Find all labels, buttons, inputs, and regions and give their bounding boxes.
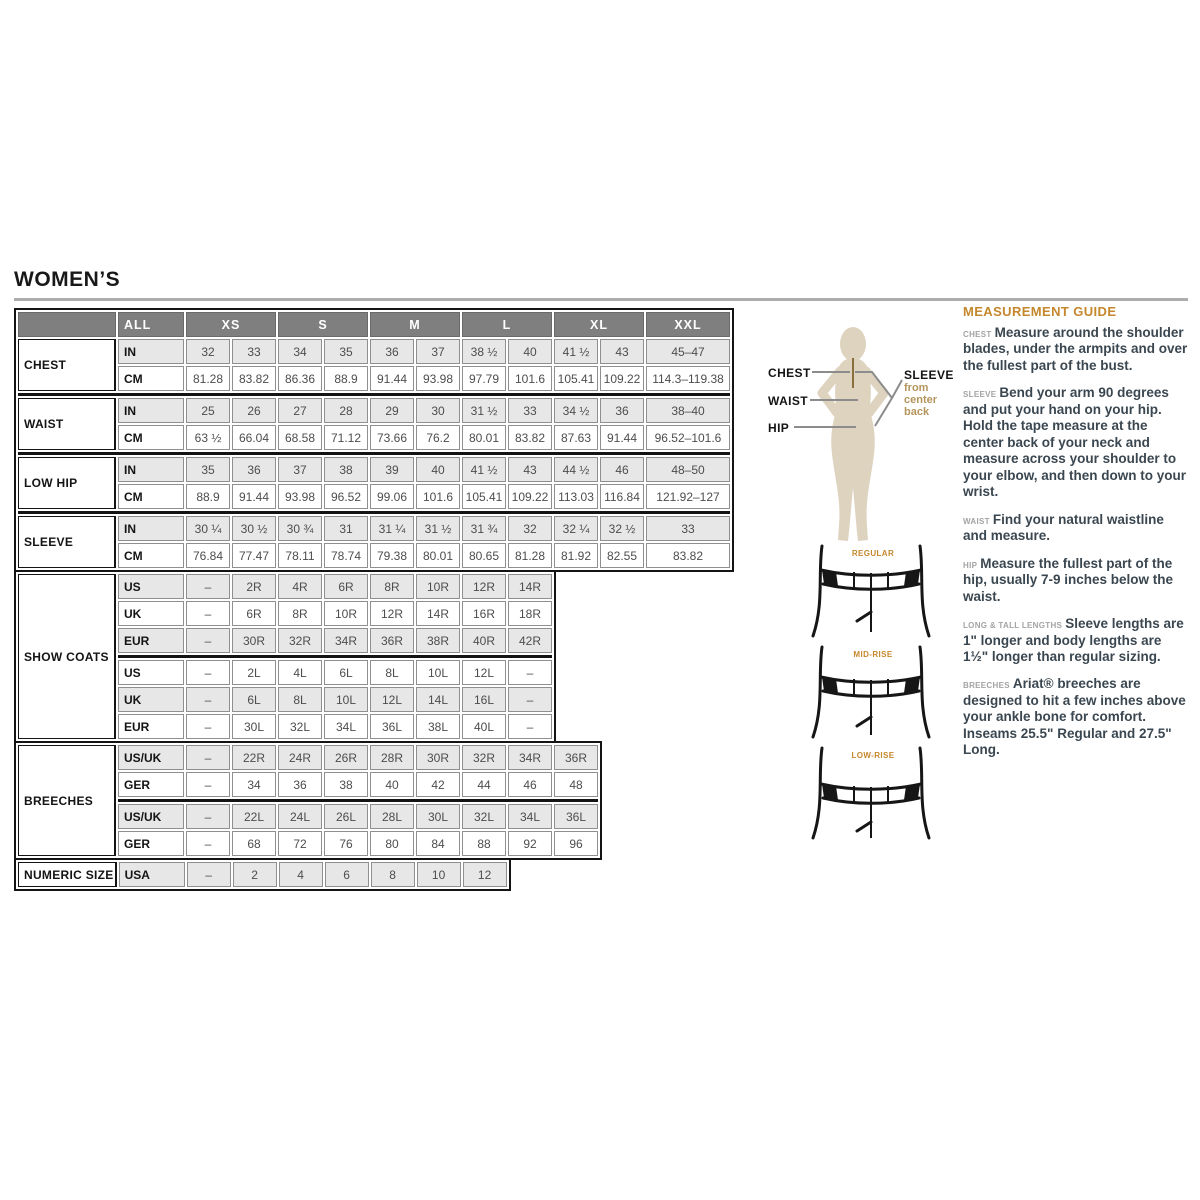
pant-mid-rise-label: MID-RISE xyxy=(853,650,893,659)
size-value: 83.82 xyxy=(232,366,276,391)
measurement-guide-title: MEASUREMENT GUIDE xyxy=(963,304,1117,319)
size-value: 114.3–119.38 xyxy=(646,366,730,391)
unit-label: US xyxy=(118,660,184,685)
size-value: 12 xyxy=(463,862,507,887)
size-value: 86.36 xyxy=(278,366,322,391)
size-value: 37 xyxy=(416,339,460,364)
section-divider-bar xyxy=(18,452,730,455)
pant-sketch-low-rise xyxy=(806,746,940,846)
size-value: 24R xyxy=(278,745,322,770)
pant-rise-illustration xyxy=(806,645,936,741)
size-value: 87.63 xyxy=(554,425,598,450)
size-value: 33 xyxy=(232,339,276,364)
size-value: 92 xyxy=(508,831,552,856)
size-value: 40L xyxy=(462,714,506,739)
header-size-xs: XS xyxy=(186,312,276,337)
size-value: 25 xyxy=(186,398,230,423)
unit-label: EUR xyxy=(118,714,184,739)
header-all-cell: ALL xyxy=(118,312,184,337)
size-value: 68.58 xyxy=(278,425,322,450)
unit-label: IN xyxy=(118,457,184,482)
size-value: 30 xyxy=(416,398,460,423)
size-value: – xyxy=(186,831,230,856)
size-value: 38 xyxy=(324,457,368,482)
size-value: 31 ½ xyxy=(416,516,460,541)
size-value: 24L xyxy=(278,804,322,829)
unit-label: US/UK xyxy=(118,804,184,829)
size-value: 26R xyxy=(324,745,368,770)
guide-paragraph: SLEEVE Bend your arm 90 degrees and put your hand on your hip. Hold the tape measure at the center back of your neck and measure across your shoulder to your elbow, and then down to your wrist. xyxy=(963,385,1186,500)
size-value: 12L xyxy=(370,687,414,712)
size-value: 44 xyxy=(462,772,506,797)
section-divider-bar xyxy=(118,799,598,802)
size-value: 34R xyxy=(508,745,552,770)
size-value: 34R xyxy=(324,628,368,653)
size-value: 41 ½ xyxy=(462,457,506,482)
size-value: 32 xyxy=(186,339,230,364)
size-value: 116.84 xyxy=(600,484,644,509)
size-value: 32 ½ xyxy=(600,516,644,541)
size-value: 40R xyxy=(462,628,506,653)
size-table-numeric-size xyxy=(14,858,511,891)
measurement-guide xyxy=(963,304,1189,770)
size-value: 109.22 xyxy=(508,484,552,509)
unit-label: IN xyxy=(118,398,184,423)
guide-paragraph: WAIST Find your natural waistline and measure. xyxy=(963,511,1164,544)
header-corner-cell xyxy=(18,312,116,337)
header-size-m: M xyxy=(370,312,460,337)
size-value: – xyxy=(186,745,230,770)
size-value: 28R xyxy=(370,745,414,770)
size-value: 96.52 xyxy=(324,484,368,509)
size-value: 43 xyxy=(600,339,644,364)
size-value: 2R xyxy=(232,574,276,599)
size-value: 91.44 xyxy=(600,425,644,450)
size-value: 42R xyxy=(508,628,552,653)
size-value: 46 xyxy=(600,457,644,482)
size-table-show-coats xyxy=(14,570,556,743)
size-value: 2L xyxy=(232,660,276,685)
figure-chest-label: CHEST xyxy=(768,366,811,380)
table-row xyxy=(18,862,507,887)
size-value: 72 xyxy=(278,831,322,856)
size-value: 105.41 xyxy=(554,366,598,391)
unit-label: GER xyxy=(118,831,184,856)
size-value: 121.92–127 xyxy=(646,484,730,509)
size-value: 78.11 xyxy=(278,543,322,568)
size-table-breeches xyxy=(14,741,602,860)
size-value: 34 xyxy=(232,772,276,797)
table-row xyxy=(18,516,730,541)
size-value: 32 ¼ xyxy=(554,516,598,541)
table-row xyxy=(18,574,552,599)
size-value: 6L xyxy=(232,687,276,712)
pant-low-rise-label: LOW-RISE xyxy=(851,751,895,760)
unit-label: CM xyxy=(118,366,184,391)
table-row xyxy=(18,425,730,450)
size-value: 81.28 xyxy=(508,543,552,568)
size-value: 43 xyxy=(508,457,552,482)
body-measurement-figure xyxy=(758,318,970,558)
guide-term-label: LONG & TALL LENGTHS xyxy=(963,621,1063,631)
size-value: 8 xyxy=(371,862,415,887)
size-value: 99.06 xyxy=(370,484,414,509)
size-value: 76 xyxy=(324,831,368,856)
size-table-measurements xyxy=(14,308,734,572)
size-value: 91.44 xyxy=(232,484,276,509)
size-value: 22L xyxy=(232,804,276,829)
size-value: 18R xyxy=(508,601,552,626)
size-value: 30L xyxy=(232,714,276,739)
guide-paragraph: BREECHES Ariat® breeches are designed to hit a few inches above your ankle bone for comfort. Inseams 25.5" Regular and 27.5" Long. xyxy=(963,676,1186,758)
row-label: CHEST xyxy=(18,339,116,391)
figure-hip-label: HIP xyxy=(768,421,790,435)
size-value: 33 xyxy=(508,398,552,423)
size-value: 66.04 xyxy=(232,425,276,450)
size-value: 26 xyxy=(232,398,276,423)
size-value: 32L xyxy=(278,714,322,739)
unit-label: US xyxy=(118,574,184,599)
guide-term-label: WAIST xyxy=(963,516,990,526)
size-value: 84 xyxy=(416,831,460,856)
size-value: 46 xyxy=(508,772,552,797)
size-value: 29 xyxy=(370,398,414,423)
unit-label: CM xyxy=(118,484,184,509)
header-size-xl: XL xyxy=(554,312,644,337)
size-value: 83.82 xyxy=(508,425,552,450)
guide-term-label: HIP xyxy=(963,560,978,570)
size-value: 30 ½ xyxy=(232,516,276,541)
size-value: 12R xyxy=(370,601,414,626)
size-value: 48–50 xyxy=(646,457,730,482)
section-divider-bar xyxy=(18,511,730,514)
size-value: 36 xyxy=(232,457,276,482)
size-value: 96 xyxy=(554,831,598,856)
size-value: 30R xyxy=(416,745,460,770)
pant-rise-illustration xyxy=(806,544,936,640)
size-value: 30L xyxy=(416,804,460,829)
size-value: 4 xyxy=(279,862,323,887)
pant-sketch-mid-rise xyxy=(806,645,940,745)
size-value: 73.66 xyxy=(370,425,414,450)
size-value: 82.55 xyxy=(600,543,644,568)
size-value: 4L xyxy=(278,660,322,685)
guide-term-label: BREECHES xyxy=(963,681,1010,691)
size-value: 10L xyxy=(324,687,368,712)
size-value: 6L xyxy=(324,660,368,685)
unit-label: IN xyxy=(118,339,184,364)
size-value: 41 ½ xyxy=(554,339,598,364)
size-value: 93.98 xyxy=(416,366,460,391)
size-value: 6R xyxy=(324,574,368,599)
size-value: 10R xyxy=(416,574,460,599)
size-value: 40 xyxy=(416,457,460,482)
size-value: 113.03 xyxy=(554,484,598,509)
title-rule xyxy=(14,298,1188,301)
unit-label: IN xyxy=(118,516,184,541)
size-value: 10R xyxy=(324,601,368,626)
size-value: 97.79 xyxy=(462,366,506,391)
size-value: – xyxy=(186,804,230,829)
page-title: WOMEN’S xyxy=(14,268,121,291)
row-label: LOW HIP xyxy=(18,457,116,509)
guide-term-label: CHEST xyxy=(963,330,992,339)
table-row xyxy=(18,745,598,770)
size-value: 16L xyxy=(462,687,506,712)
size-value: 36 xyxy=(278,772,322,797)
size-value: 22R xyxy=(232,745,276,770)
table-row xyxy=(18,366,730,391)
size-value: 81.28 xyxy=(186,366,230,391)
unit-label: CM xyxy=(118,425,184,450)
size-value: 101.6 xyxy=(416,484,460,509)
size-value: 76.84 xyxy=(186,543,230,568)
size-value: 36L xyxy=(370,714,414,739)
size-value: 77.47 xyxy=(232,543,276,568)
size-value: 16R xyxy=(462,601,506,626)
size-value: 80.65 xyxy=(462,543,506,568)
section-divider-bar xyxy=(118,655,552,658)
size-value: 14R xyxy=(416,601,460,626)
unit-label: US/UK xyxy=(118,745,184,770)
size-value: 91.44 xyxy=(370,366,414,391)
row-label: BREECHES xyxy=(18,745,116,856)
size-value: 32L xyxy=(462,804,506,829)
size-value: 36 xyxy=(370,339,414,364)
size-value: 38L xyxy=(416,714,460,739)
table-row xyxy=(18,398,730,423)
unit-label: GER xyxy=(118,772,184,797)
size-value: 32R xyxy=(278,628,322,653)
size-value: 63 ½ xyxy=(186,425,230,450)
size-value: 8L xyxy=(278,687,322,712)
size-value: 45–47 xyxy=(646,339,730,364)
size-value: 8R xyxy=(278,601,322,626)
size-value: 35 xyxy=(186,457,230,482)
unit-label: CM xyxy=(118,543,184,568)
size-value: 68 xyxy=(232,831,276,856)
size-value: 38 ½ xyxy=(462,339,506,364)
size-value: – xyxy=(186,772,230,797)
size-value: 31 ½ xyxy=(462,398,506,423)
measurement-guide-items xyxy=(963,325,1189,759)
size-value: 28 xyxy=(324,398,368,423)
size-value: 38–40 xyxy=(646,398,730,423)
size-value: 93.98 xyxy=(278,484,322,509)
size-value: 14R xyxy=(508,574,552,599)
size-value: – xyxy=(186,574,230,599)
table-row xyxy=(18,339,730,364)
unit-label: UK xyxy=(118,687,184,712)
size-value: 36 xyxy=(600,398,644,423)
header-row xyxy=(18,312,730,337)
size-value: 33 xyxy=(646,516,730,541)
size-value: 38R xyxy=(416,628,460,653)
size-value: 4R xyxy=(278,574,322,599)
size-value: 37 xyxy=(278,457,322,482)
size-value: 26L xyxy=(324,804,368,829)
unit-label: EUR xyxy=(118,628,184,653)
size-value: 30 ¾ xyxy=(278,516,322,541)
size-value: 96.52–101.6 xyxy=(646,425,730,450)
pant-regular-label: REGULAR xyxy=(851,549,895,558)
size-value: 36R xyxy=(370,628,414,653)
guide-paragraph: LONG & TALL LENGTHS Sleeve lengths are 1" longer and body lengths are 1½" longer than regular sizing. xyxy=(963,616,1184,664)
section-divider-bar xyxy=(18,393,730,396)
size-value: 27 xyxy=(278,398,322,423)
row-label: SHOW COATS xyxy=(18,574,116,739)
size-value: 71.12 xyxy=(324,425,368,450)
header-size-l: L xyxy=(462,312,552,337)
guide-paragraph: HIP Measure the fullest part of the hip, usually 7-9 inches below the waist. xyxy=(963,555,1174,604)
size-value: 14L xyxy=(416,687,460,712)
size-chart-tables xyxy=(14,308,734,891)
unit-label: USA xyxy=(119,862,185,887)
size-value: – xyxy=(186,687,230,712)
size-value: 32R xyxy=(462,745,506,770)
size-value: 88.9 xyxy=(324,366,368,391)
size-value: 30R xyxy=(232,628,276,653)
figure-sleeve-sublabel: from center back xyxy=(904,382,938,418)
size-value: 88.9 xyxy=(186,484,230,509)
header-size-xxl: XXL xyxy=(646,312,730,337)
figure-waist-label: WAIST xyxy=(768,394,808,408)
size-value: 36L xyxy=(554,804,598,829)
pant-sketch-regular xyxy=(806,544,940,644)
size-value: 80.01 xyxy=(462,425,506,450)
size-value: 30 ¼ xyxy=(186,516,230,541)
size-value: 8L xyxy=(370,660,414,685)
size-value: 101.6 xyxy=(508,366,552,391)
size-value: 81.92 xyxy=(554,543,598,568)
size-value: 109.22 xyxy=(600,366,644,391)
guide-term-label: SLEEVE xyxy=(963,390,997,400)
size-value: – xyxy=(187,862,231,887)
size-value: 31 ¾ xyxy=(462,516,506,541)
size-value: 80 xyxy=(370,831,414,856)
section-divider xyxy=(18,393,730,396)
table-row xyxy=(18,543,730,568)
unit-label: UK xyxy=(118,601,184,626)
figure-sleeve-label: SLEEVE xyxy=(904,368,954,382)
pant-rise-illustration xyxy=(806,746,936,842)
size-value: 40 xyxy=(508,339,552,364)
size-value: 88 xyxy=(462,831,506,856)
size-value: 78.74 xyxy=(324,543,368,568)
size-value: 6 xyxy=(325,862,369,887)
size-value: 10 xyxy=(417,862,461,887)
size-value: 79.38 xyxy=(370,543,414,568)
size-value: 34 ½ xyxy=(554,398,598,423)
size-value: 40 xyxy=(370,772,414,797)
size-value: 76.2 xyxy=(416,425,460,450)
size-value: 39 xyxy=(370,457,414,482)
section-divider xyxy=(18,452,730,455)
size-value: 44 ½ xyxy=(554,457,598,482)
woman-silhouette-illustration xyxy=(758,318,970,558)
size-value: 34 xyxy=(278,339,322,364)
size-value: 80.01 xyxy=(416,543,460,568)
size-value: – xyxy=(186,628,230,653)
table-row xyxy=(18,484,730,509)
row-label: WAIST xyxy=(18,398,116,450)
size-value: 10L xyxy=(416,660,460,685)
size-value: – xyxy=(186,714,230,739)
header-size-s: S xyxy=(278,312,368,337)
size-value: – xyxy=(508,714,552,739)
size-value: – xyxy=(508,660,552,685)
pant-rise-figures xyxy=(806,544,940,847)
size-value: 31 ¼ xyxy=(370,516,414,541)
row-label: NUMERIC SIZE xyxy=(18,862,117,887)
size-value: – xyxy=(186,660,230,685)
section-divider xyxy=(18,511,730,514)
size-value: 12L xyxy=(462,660,506,685)
size-value: 36R xyxy=(554,745,598,770)
size-value: 34L xyxy=(508,804,552,829)
size-value: 48 xyxy=(554,772,598,797)
size-value: 38 xyxy=(324,772,368,797)
size-value: 105.41 xyxy=(462,484,506,509)
size-value: 35 xyxy=(324,339,368,364)
size-value: 8R xyxy=(370,574,414,599)
size-value: 12R xyxy=(462,574,506,599)
size-value: – xyxy=(508,687,552,712)
guide-paragraph: CHEST Measure around the shoulder blades, under the armpits and over the fullest part of the bust. xyxy=(963,325,1188,373)
size-value: 6R xyxy=(232,601,276,626)
size-value: 42 xyxy=(416,772,460,797)
row-label: SLEEVE xyxy=(18,516,116,568)
size-value: – xyxy=(186,601,230,626)
size-value: 34L xyxy=(324,714,368,739)
size-value: 32 xyxy=(508,516,552,541)
size-value: 2 xyxy=(233,862,277,887)
size-value: 28L xyxy=(370,804,414,829)
size-value: 83.82 xyxy=(646,543,730,568)
size-value: 31 xyxy=(324,516,368,541)
table-row xyxy=(18,457,730,482)
